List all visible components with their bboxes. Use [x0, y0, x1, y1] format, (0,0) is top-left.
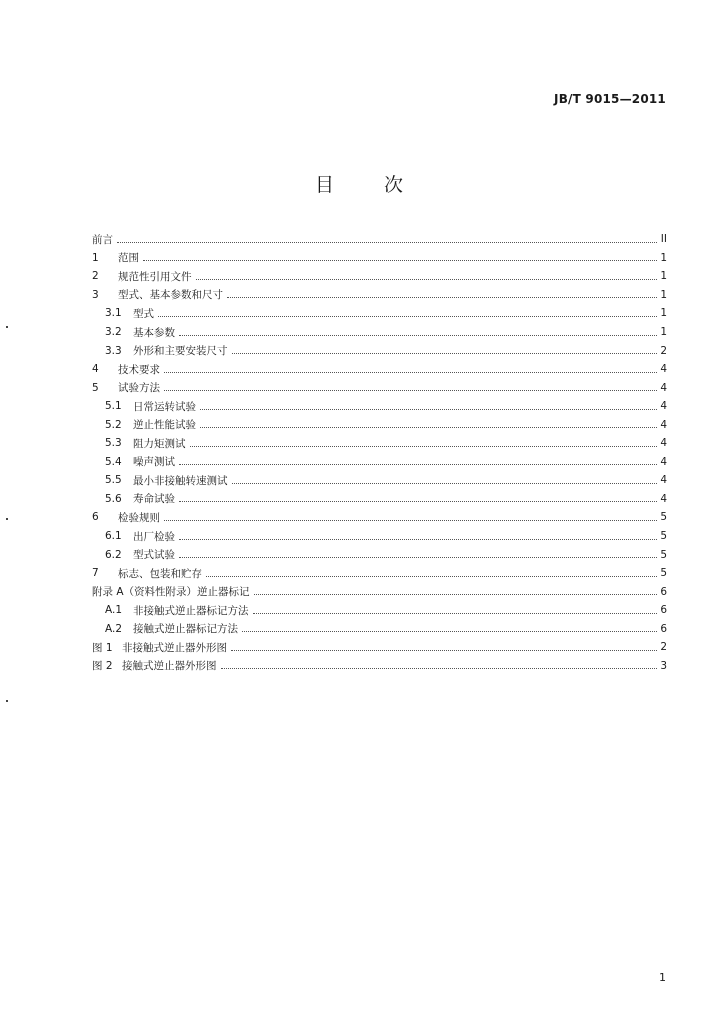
toc-entry-number: 2: [92, 270, 99, 283]
toc-entry: [92, 545, 667, 564]
toc-entry: [92, 601, 667, 620]
toc-leader-dots: [242, 631, 657, 632]
toc-leader-dots: [227, 297, 657, 298]
toc-leader-dots: [254, 594, 657, 595]
toc-entry-page: 6: [660, 604, 667, 617]
toc-entry: [92, 657, 667, 676]
toc-entry-number: 3.3: [105, 344, 122, 357]
toc-entry: [92, 267, 667, 286]
toc-entry-page: 5: [660, 548, 667, 561]
toc-entry-title: 技术要求: [118, 363, 160, 376]
toc-entry: [92, 397, 667, 416]
toc-entry-title: 日常运转试验: [133, 400, 196, 413]
scan-speck: [6, 518, 8, 520]
toc-entry-title: 规范性引用文件: [118, 270, 192, 283]
toc-entry-title: 试验方法: [118, 382, 160, 395]
toc-entry-title: 非接触式逆止器外形图: [122, 641, 227, 654]
toc-entry: [92, 619, 667, 638]
toc-entry-page: 4: [660, 418, 667, 431]
toc-entry-page: 4: [660, 363, 667, 376]
toc-entry-page: 2: [660, 344, 667, 357]
toc-entry-title: 出厂检验: [133, 530, 175, 543]
toc-entry-number: 5.4: [105, 455, 122, 468]
toc-entry-number: 3.1: [105, 307, 122, 320]
toc-entry: [92, 378, 667, 397]
toc-entry-title: 外形和主要安装尺寸: [133, 345, 228, 358]
toc-entry: [92, 564, 667, 583]
toc-entry: [92, 304, 667, 323]
toc-entry: [92, 527, 667, 546]
toc-entry-title: 寿命试验: [133, 493, 175, 506]
page-number: 1: [659, 971, 666, 984]
toc-entry-page: 1: [660, 307, 667, 320]
toc-entry-title: 非接触式逆止器标记方法: [133, 604, 249, 617]
toc-entry-page: 2: [660, 641, 667, 654]
toc-leader-dots: [164, 520, 657, 521]
toc-entry: [92, 415, 667, 434]
toc-leader-dots: [200, 409, 657, 410]
toc-leader-dots: [196, 279, 658, 280]
toc-entry-page: 1: [660, 288, 667, 301]
toc-entry-number: 5: [92, 381, 99, 394]
toc-leader-dots: [179, 557, 657, 558]
toc-leader-dots: [158, 316, 657, 317]
toc-entry-title: 型式: [133, 307, 154, 320]
toc-entry-title: 阻力矩测试: [133, 437, 186, 450]
toc-entry-page: 5: [660, 511, 667, 524]
toc-entry-number: 图 2: [92, 660, 113, 673]
scan-speck: [6, 700, 8, 702]
toc-entry-number: 3: [92, 288, 99, 301]
scan-speck: [6, 326, 8, 328]
toc-entry-title: 最小非接触转速测试: [133, 474, 228, 487]
toc-entry-title: 基本参数: [133, 326, 175, 339]
toc-entry-title: 前言: [92, 233, 113, 246]
toc-entry-page: 5: [660, 567, 667, 580]
toc-leader-dots: [206, 576, 657, 577]
toc-leader-dots: [179, 539, 657, 540]
toc-leader-dots: [164, 372, 657, 373]
toc-entry-title: 接触式逆止器外形图: [122, 660, 217, 673]
toc-entry: [92, 582, 667, 601]
toc-entry-title: 型式试验: [133, 549, 175, 562]
toc-entry-number: 6.1: [105, 530, 122, 543]
toc-leader-dots: [179, 335, 657, 336]
toc-entry-page: 4: [660, 455, 667, 468]
toc-leader-dots: [117, 242, 657, 243]
page-title: 目 次: [314, 174, 426, 196]
toc-entry: [92, 230, 667, 249]
toc-entry-number: 1: [92, 251, 99, 264]
toc-leader-dots: [231, 650, 657, 651]
toc-leader-dots: [179, 501, 657, 502]
toc-entry: [92, 638, 667, 657]
toc-entry-number: 3.2: [105, 326, 122, 338]
toc-entry: [92, 453, 667, 472]
toc-entry-page: 4: [660, 492, 667, 505]
toc-entry: [92, 508, 667, 527]
toc-entry: [92, 471, 667, 490]
toc-entry-title: 型式、基本参数和尺寸: [118, 289, 223, 302]
toc-leader-dots: [190, 446, 658, 447]
toc-entry-page: 1: [660, 251, 667, 264]
toc-entry: [92, 434, 667, 453]
toc-entry-page: II: [660, 233, 667, 246]
toc-leader-dots: [179, 464, 657, 465]
toc-entry-page: 6: [660, 585, 667, 598]
standard-code: JB/T 9015—2011: [554, 92, 666, 106]
toc-entry: [92, 490, 667, 509]
toc-entry: [92, 249, 667, 268]
toc-entry-title: 范围: [118, 252, 139, 265]
toc-leader-dots: [143, 260, 657, 261]
toc-entry: [92, 341, 667, 360]
toc-entry-number: 6.2: [105, 548, 122, 561]
toc-entry-page: 1: [660, 326, 667, 338]
toc-entry: [92, 360, 667, 379]
toc-entry-title: 附录 A（资料性附录）逆止器标记: [92, 586, 250, 599]
toc-entry-number: A.1: [105, 604, 123, 617]
toc-leader-dots: [232, 483, 658, 484]
toc-entry-number: 5.1: [105, 400, 122, 413]
toc-entry-number: A.2: [105, 622, 123, 635]
toc-entry-page: 5: [660, 530, 667, 543]
toc-entry: [92, 323, 667, 342]
toc-entry-page: 6: [660, 622, 667, 635]
toc-entry-number: 5.5: [105, 474, 122, 487]
toc-entry-number: 5.3: [105, 437, 122, 450]
toc-entry: [92, 286, 667, 305]
toc-entry-title: 噪声测试: [133, 456, 175, 469]
toc-entry-number: 5.2: [105, 418, 122, 431]
toc-entry-title: 接触式逆止器标记方法: [133, 623, 238, 636]
toc-leader-dots: [253, 613, 658, 614]
toc-entry-number: 6: [92, 511, 99, 524]
toc-entry-title: 检验规则: [118, 511, 160, 524]
toc-entry-number: 4: [92, 363, 99, 376]
toc-entry-number: 5.6: [105, 492, 122, 505]
toc-entry-page: 4: [660, 400, 667, 413]
toc-entry-title: 标志、包装和贮存: [118, 567, 202, 580]
toc-entry-number: 图 1: [92, 641, 113, 654]
toc-entry-page: 1: [660, 270, 667, 283]
toc-entry-page: 4: [660, 381, 667, 394]
table-of-contents: [92, 230, 667, 675]
toc-leader-dots: [164, 390, 657, 391]
toc-leader-dots: [232, 353, 658, 354]
toc-entry-page: 4: [660, 437, 667, 450]
toc-leader-dots: [200, 427, 657, 428]
toc-entry-page: 3: [660, 659, 667, 672]
toc-leader-dots: [221, 668, 658, 669]
toc-entry-page: 4: [660, 474, 667, 487]
toc-entry-number: 7: [92, 567, 99, 580]
toc-entry-title: 逆止性能试验: [133, 419, 196, 432]
